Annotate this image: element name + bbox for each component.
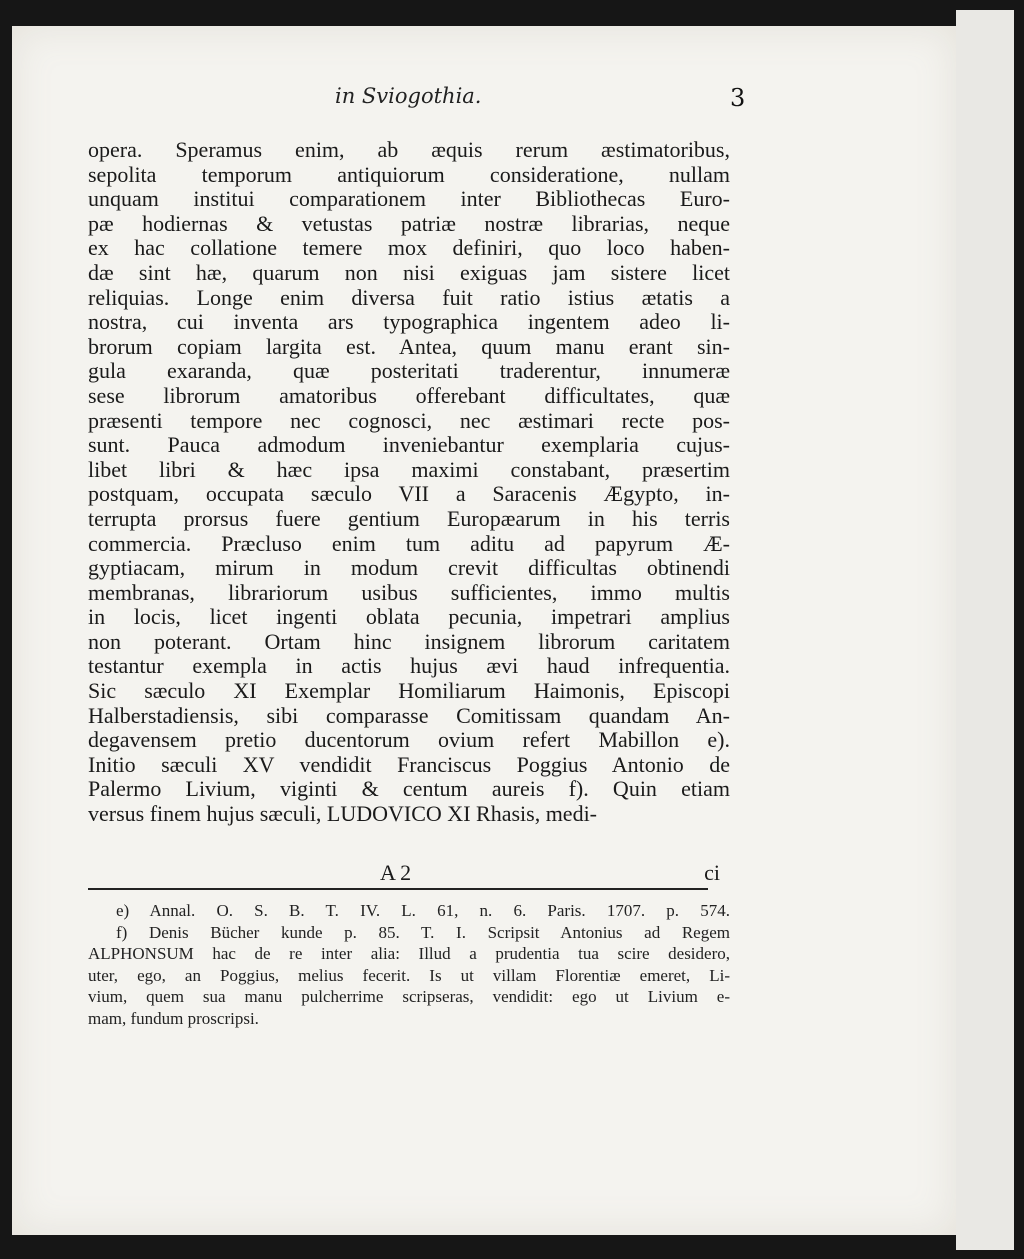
body-line: libet libri & hæc ipsa maximi constabant, præsertim	[88, 456, 730, 482]
body-text	[88, 138, 730, 827]
body-line: brorum copiam largita est. Antea, quum manu erant sin-	[88, 333, 730, 359]
page-number: 3	[730, 84, 746, 112]
body-line: in locis, licet ingenti oblata pecunia, impetrari amplius	[88, 604, 730, 630]
body-line: nostra, cui inventa ars typographica ingentem adeo li-	[88, 309, 730, 335]
body-line: Palermo Livium, viginti & centum aureis f). Quin etiam	[88, 776, 730, 802]
body-line: Sic sæculo XI Exemplar Homiliarum Haimonis, Episcopi	[88, 678, 730, 704]
body-line: membranas, librariorum usibus sufficientes, immo multis	[88, 579, 730, 605]
running-head: in Sviogothia.	[335, 84, 482, 108]
body-line: testantur exempla in actis hujus ævi haud infrequentia.	[88, 653, 730, 679]
catchword: ci	[704, 860, 720, 885]
body-line: sese librorum amatoribus offerebant difficultates, quæ	[88, 382, 730, 408]
body-line: dæ sint hæ, quarum non nisi exiguas jam sistere licet	[88, 259, 730, 285]
body-line: gyptiacam, mirum in modum crevit difficultas obtinendi	[88, 555, 730, 581]
footnotes	[88, 900, 730, 1029]
footnote-line: e) Annal. O. S. B. T. IV. L. 61, n. 6. Paris. 1707. p. 574.	[116, 901, 730, 920]
footnote-line: uter, ego, an Poggius, melius fecerit. Is ut villam Florentiæ emeret, Li-	[88, 965, 730, 985]
body-line: opera. Speramus enim, ab æquis rerum æstimatoribus,	[88, 137, 730, 162]
body-line: gula exaranda, quæ posteritati traderentur, innumeræ	[88, 358, 730, 384]
signature-line	[88, 860, 730, 886]
body-line: reliquias. Longe enim diversa fuit ratio istius ætatis a	[88, 284, 730, 310]
body-line: postquam, occupata sæculo VII a Saracenis Ægypto, in-	[88, 481, 730, 507]
body-line: Initio sæculi XV vendidit Franciscus Poggius Antonio de	[88, 751, 730, 777]
body-line: pæ hodiernas & vetustas patriæ nostræ librarias, neque	[88, 210, 730, 236]
body-line: præsenti tempore nec cognosci, nec æstimari recte pos-	[88, 407, 730, 433]
page-header	[260, 84, 760, 114]
body-line: terrupta prorsus fuere gentium Europæarum in his terris	[88, 505, 730, 531]
signature-mark: A 2	[380, 860, 412, 885]
body-line: degavensem pretio ducentorum ovium refert Mabillon e).	[88, 727, 730, 753]
body-line: Halberstadiensis, sibi comparasse Comitissam quandam An-	[88, 702, 730, 728]
facing-page-edge	[956, 10, 1014, 1250]
body-line: non poterant. Ortam hinc insignem librorum caritatem	[88, 628, 730, 654]
body-line: sepolita temporum antiquiorum consideratione, nullam	[88, 161, 730, 187]
footnote-line: mam, fundum proscripsi.	[88, 1008, 259, 1028]
footnote-line: ALPHONSUM hac de re inter alia: Illud a prudentia tua scire desidero,	[88, 944, 730, 963]
footnote-line: vium, quem sua manu pulcherrime scripseras, vendidit: ego ut Livium e-	[88, 987, 730, 1006]
body-line: unquam institui comparationem inter Bibliothecas Euro-	[88, 186, 730, 212]
body-line: versus finem hujus sæculi, LUDOVICO XI Rhasis, medi-	[88, 801, 598, 827]
body-line: commercia. Præcluso enim tum aditu ad papyrum Æ-	[88, 530, 730, 556]
body-line: sunt. Pauca admodum inveniebantur exemplaria cujus-	[88, 432, 730, 458]
footnote-line: f) Denis Bücher kunde p. 85. T. I. Scripsit Antonius ad Regem	[116, 922, 730, 942]
footnote-rule	[88, 888, 708, 890]
body-line: ex hac collatione temere mox definiri, quo loco haben-	[88, 235, 730, 261]
